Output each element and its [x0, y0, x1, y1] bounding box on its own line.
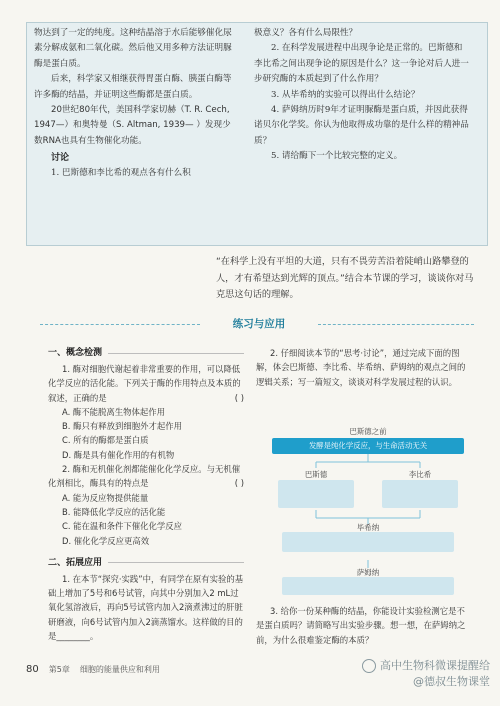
extension-exercise-2: 2. 仔细阅读本节的“思考·讨论”，通过完成下面的图解，体会巴斯德、李比希、毕希纳、萨姆纳的观点之间的逻辑关系；写一篇短文，谈谈对科学发展过程的认识。 — [256, 348, 466, 387]
exercise-left-column — [48, 346, 244, 643]
marx-quote: “在科学上没有平坦的大道，只有不畏劳苦沿着陡峭山路攀登的人，才有希望达到光辉的顶点。”结合本节课的学习，谈谈你对马克思这句话的理解。 — [216, 256, 474, 300]
watermark-line-1: 高中生物科微课提醒给 — [380, 659, 490, 672]
exercise-2 — [48, 462, 244, 491]
divider-right — [318, 324, 474, 325]
diagram-banner: 发酵是纯化学反应，与生命活动无关 — [272, 438, 464, 454]
discussion-heading: 讨论 — [51, 153, 70, 164]
chapter-title: 细胞的能量供应和利用 — [79, 665, 160, 674]
discussion-question-2: 2. 在科学发展进程中出现争论是正常的。巴斯德和李比希之间出现争论的原因是什么？这一争论对后人进一步研究酶的本质起到了什么作用？ — [254, 43, 469, 85]
answer-paren-1: ( ) — [234, 392, 244, 403]
diagram-pasteur-box — [278, 480, 354, 508]
extension-exercise-1: 1. 在本节“探究·实践”中，有同学在原有实验的基础上增加了5号和6号试管，向其中分别加入2 mL过氧化氢溶液后，再向5号试管内加入2滴煮沸过的肝脏研磨液，向6号试管内加入2滴蒸馏水。这样做的目的是________。 — [48, 573, 244, 642]
exercise-2-option-d: D. 催化化学反应更高效 — [62, 535, 150, 546]
diagram-liebig-box — [382, 480, 458, 508]
exercise-1 — [48, 362, 244, 405]
diagram-liebig-label: 李比希 — [408, 470, 432, 479]
wechat-icon — [362, 659, 376, 673]
exercise-2-option-a: A. 能为反应物提供能量 — [62, 492, 149, 503]
exercise-right-column-lower — [256, 604, 470, 647]
exercise-1-text: 1. 酶对细胞代谢起着非常重要的作用，可以降低化学反应的活化能。下列关于酶的作用特点及本质的叙述，正确的是 — [48, 364, 241, 403]
discussion-question-5: 5. 请给酶下一个比较完整的定义。 — [271, 151, 403, 162]
extension-exercise-3: 3. 给你一份某种酶的结晶，你能设计实验检测它是不是蛋白质吗？请简略写出实验步骤。想一想，在萨姆纳之前，为什么很难鉴定酶的本质？ — [256, 606, 466, 645]
discussion-question-4: 4. 萨姆纳历时9年才证明脲酶是蛋白质，并因此获得诺贝尔化学奖。你认为他取得成功靠的是什么样的精神品质？ — [254, 105, 469, 146]
exercise-right-column — [256, 346, 470, 389]
section-title: 练习与应用 — [204, 315, 314, 333]
extension-label: 二、拓展应用 — [48, 557, 103, 568]
concept-check-heading — [48, 346, 244, 360]
discussion-question-3: 3. 从毕希纳的实验可以得出什么结论？ — [271, 89, 420, 100]
discussion-question-1-cont: 极意义？各有什么局限性？ — [254, 28, 358, 38]
diagram-before-label: 巴斯德之前 — [349, 427, 387, 436]
diagram-buchner-box — [282, 532, 454, 552]
reading-left-column — [34, 26, 236, 182]
answer-paren-2: ( ) — [234, 478, 244, 489]
chapter-number: 第5章 — [48, 665, 70, 674]
page-footer — [26, 664, 160, 675]
reading-paragraph-3: 20世纪80年代，美国科学家切赫（T. R. Cech, 1947—）和奥特曼（S. Altman, 1939— ）发现少数RNA也具有生物催化功能。 — [34, 105, 231, 146]
concept-check-label: 一、概念检测 — [48, 348, 103, 358]
watermark — [362, 658, 490, 690]
divider-left — [40, 324, 200, 325]
extension-heading — [48, 556, 244, 570]
exercise-1-option-d: D. 酶是具有催化作用的有机物 — [62, 449, 175, 460]
diagram-buchner-label: 毕希纳 — [356, 523, 380, 532]
reading-paragraph-1: 物达到了一定的纯度。这种结晶溶于水后能够催化尿素分解成氨和二氧化碳。然后他又用多种方法证明脲酶是蛋白质。 — [34, 28, 232, 69]
exercise-1-option-c: C. 所有的酶都是蛋白质 — [62, 435, 149, 446]
reading-paragraph-2: 后来，科学家又相继获得胃蛋白酶、胰蛋白酶等许多酶的结晶，并证明这些酶都是蛋白质。 — [34, 74, 232, 100]
exercise-1-option-b: B. 酶只有释放到细胞外才起作用 — [62, 421, 182, 432]
exercise-2-text: 2. 酶和无机催化剂都能催化化学反应。与无机催化剂相比，酶具有的特点是 — [48, 464, 241, 489]
logic-diagram — [268, 426, 468, 596]
diagram-sumner-label: 萨姆纳 — [356, 568, 380, 577]
diagram-pasteur-label: 巴斯德 — [304, 470, 328, 479]
reading-right-column — [254, 26, 470, 165]
exercise-2-option-b: B. 能降低化学反应的活化能 — [62, 506, 166, 517]
page-number: 80 — [26, 664, 39, 675]
diagram-sumner-box — [282, 577, 454, 595]
discussion-question-1: 1. 巴斯德和李比希的观点各有什么积 — [51, 168, 191, 179]
exercise-2-option-c: C. 能在温和条件下催化化学反应 — [62, 521, 183, 532]
exercise-1-option-a: A. 酶不能脱离生物体起作用 — [62, 406, 166, 417]
watermark-line-2: @德叔生物课堂 — [413, 675, 490, 688]
